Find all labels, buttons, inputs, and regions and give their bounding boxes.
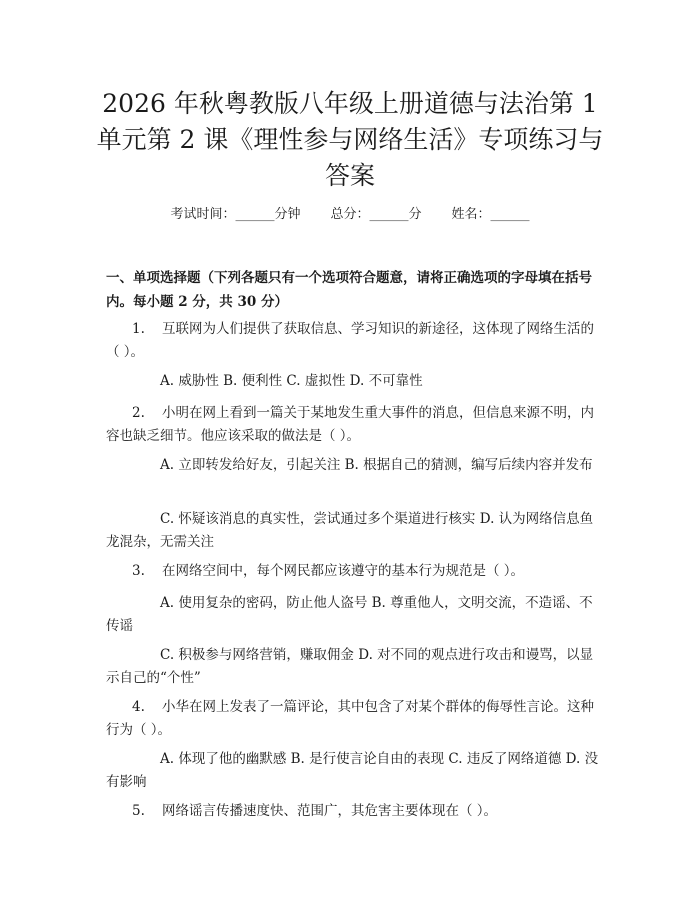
question-2-options-ab: A. 立即转发给好友，引起关注 B. 根据自己的猜测，编写后续内容并发布 [160,457,593,473]
question-text: 互联网为人们提供了获取信息、学习知识的新途径，这体现了网络生活的（ ）。 [106,321,594,360]
question-number: 1. [132,321,145,337]
question-number: 4. [132,699,145,715]
question-text: 小华在网上发表了一篇评论，其中包含了对某个群体的侮辱性言论。这种行为（ ）。 [106,699,594,738]
question-text: 网络谣言传播速度快、范围广，其危害主要体现在（ ）。 [162,803,498,819]
question-number: 5. [132,803,145,819]
question-2-options-cd: C. 怀疑该消息的真实性，尝试通过多个渠道进行核实 D. 认为网络信息鱼龙混杂，无需关注 [106,511,594,550]
section-heading: 一、单项选择题（下列各题只有一个选项符合题意，请将正确选项的字母填在括号内。每小题 2 分，共 30 分） [106,270,592,310]
exam-meta [0,206,700,224]
total-score-field: 总分：______分 [330,207,422,222]
question-3-options-ab: A. 使用复杂的密码，防止他人盗号 B. 尊重他人，文明交流，不造谣、不传谣 [106,595,593,634]
question-number: 2. [132,405,145,421]
question-text: 在网络空间中，每个网民都应该遵守的基本行为规范是（ ）。 [162,563,525,579]
question-text: 小明在网上看到一篇关于某地发生重大事件的消息，但信息来源不明，内容也缺乏细节。他应该采取的做法是（ ）。 [106,405,594,444]
document-title: 2026 年秋粤教版八年级上册道德与法治第 1 单元第 2 课《理性参与网络生活》专项练习与答案 [96,89,604,190]
question-4-options: A. 体现了他的幽默感 B. 是行使言论自由的表现 C. 违反了网络道德 D. 没有影响 [106,751,599,790]
question-3 [106,560,600,583]
exam-time-field: 考试时间：______分钟 [170,207,301,222]
question-number: 3. [132,563,145,579]
question-1 [106,318,600,364]
question-2 [106,402,600,448]
question-1-options: A. 威胁性 B. 便利性 C. 虚拟性 D. 不可靠性 [160,373,423,389]
question-3-options-cd: C. 积极参与网络营销，赚取佣金 D. 对不同的观点进行攻击和谩骂，以显示自己的“个性” [106,647,594,686]
student-name-field: 姓名：______ [451,207,530,222]
question-4 [106,696,600,742]
question-5 [106,800,600,823]
